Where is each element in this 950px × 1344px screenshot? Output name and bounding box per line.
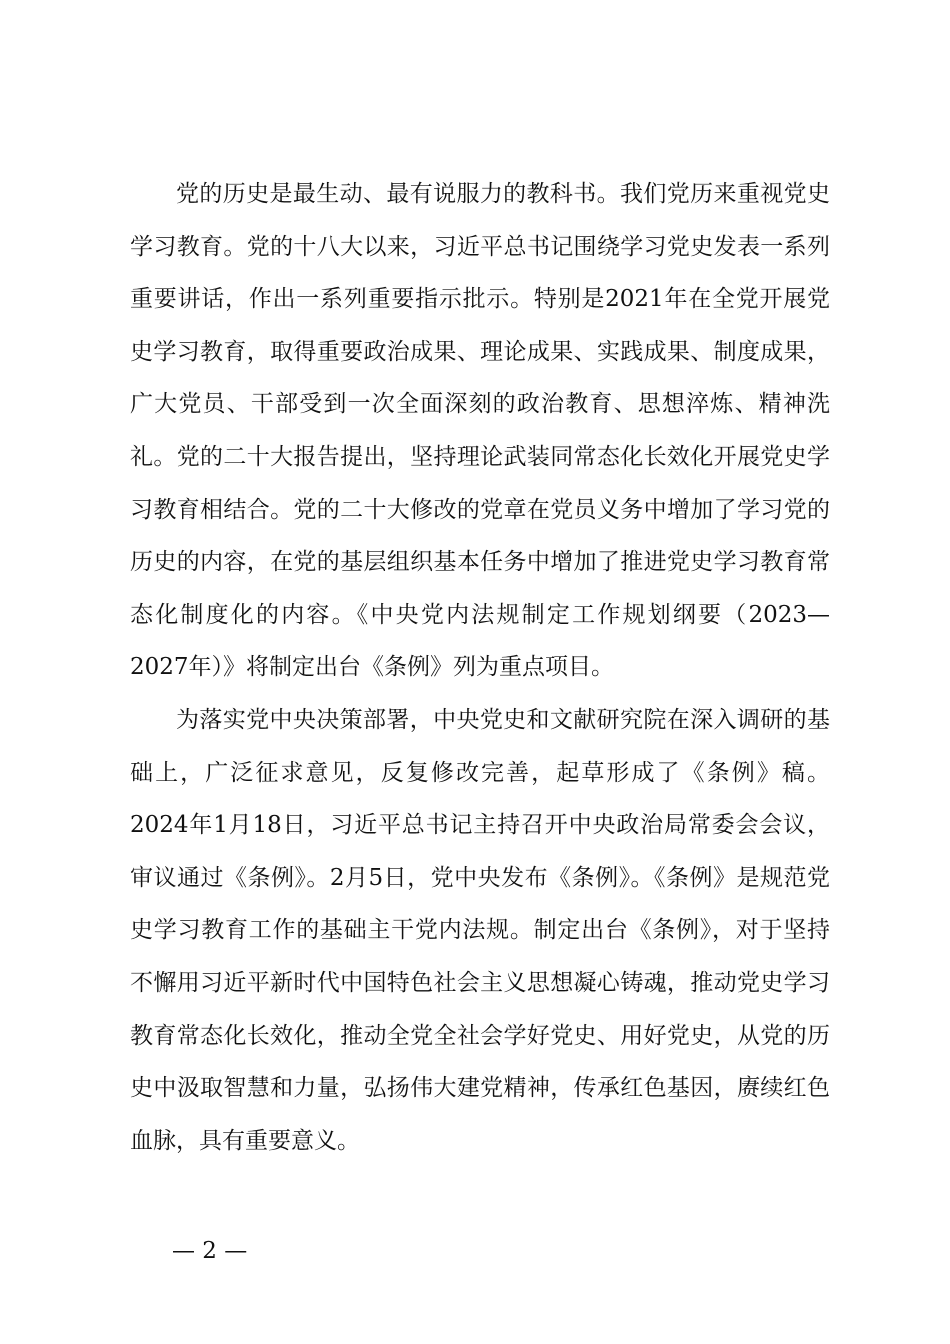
document-body [130,168,830,1167]
paragraph-1: 党的历史是最生动、最有说服力的教科书。我们党历来重视党史学习教育。党的十八大以来，习近平总书记围绕学习党史发表一系列重要讲话，作出一系列重要指示批示。特别是2021年在全党开展党史学习教育，取得重要政治成果、理论成果、实践成果、制度成果，广大党员、干部受到一次全面深刻的政治教育、思想淬炼、精神洗礼。党的二十大报告提出，坚持理论武装同常态化长效化开展党史学习教育相结合。党的二十大修改的党章在党员义务中增加了学习党的历史的内容，在党的基层组织基本任务中增加了推进党史学习教育常态化制度化的内容。《中央党内法规制定工作规划纲要（2023—2027年）》将制定出台《条例》列为重点项目。 [130,181,830,681]
page-number: — 2 — [172,1238,248,1264]
paragraph-2: 为落实党中央决策部署，中央党史和文献研究院在深入调研的基础上，广泛征求意见，反复修改完善，起草形成了《条例》稿。2024年1月18日，习近平总书记主持召开中央政治局常委会会议，审议通过《条例》。2月5日，党中央发布《条例》。《条例》是规范党史学习教育工作的基础主干党内法规。制定出台《条例》，对于坚持不懈用习近平新时代中国特色社会主义思想凝心铸魂，推动党史学习教育常态化长效化，推动全党全社会学好党史、用好党史，从党的历史中汲取智慧和力量，弘扬伟大建党精神，传承红色基因，赓续红色血脉，具有重要意义。 [130,706,830,1154]
